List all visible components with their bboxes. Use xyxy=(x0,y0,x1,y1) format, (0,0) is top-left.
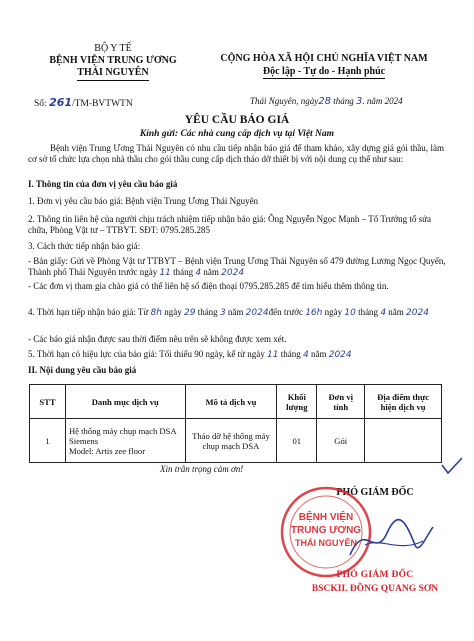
closing-line: Xin trân trọng cảm ơn! xyxy=(160,464,244,474)
item3a-year-label: năm xyxy=(203,267,219,278)
item4-month-label1: tháng xyxy=(197,307,218,317)
section1-item4-note: - Các báo giá nhận được sau thời điểm nêu trên sẽ không được xem xét. xyxy=(28,334,287,344)
title-stamp: PHÓ GIÁM ĐỐC xyxy=(336,570,414,580)
cell-description: Tháo dỡ hệ thống máy chụp mạch DSA xyxy=(185,419,277,463)
section1-item1: 1. Đơn vị yêu cầu báo giá: Bệnh viện Trung Ương Thái Nguyên xyxy=(28,196,259,206)
item4-until-label: đến trước xyxy=(268,307,303,317)
service-line3: Model: Artis zee floor xyxy=(68,445,146,456)
issuer-block xyxy=(28,43,198,81)
col-header-service: Danh mục dịch vụ xyxy=(65,385,185,419)
item4-from-label: 4. Thời hạn tiếp nhận báo giá: Từ xyxy=(28,307,149,317)
item3a-text: - Bản giấy: Gửi về Phòng Vật tư TTBYT – Bệnh viện Trung Ương Thái Nguyên số 479 đường Lương Ngọc Quyến, Thành phố Thái Nguyên trước ngày xyxy=(28,256,446,278)
signer-name: BSCKII. ĐỒNG QUANG SƠN xyxy=(311,584,439,594)
cell-unit: Gói xyxy=(317,419,365,463)
item4-month2: 4 xyxy=(380,308,387,318)
doc-no-handwritten: 261 xyxy=(49,96,73,109)
cell-stt: 1 xyxy=(30,419,66,463)
hospital-name-line2: THÁI NGUYÊN xyxy=(77,67,148,81)
section1-item5 xyxy=(28,349,444,361)
section1-item3a xyxy=(28,256,448,280)
section1-heading: I. Thông tin của đơn vị yêu cầu báo giá xyxy=(28,179,178,189)
date-month: 3 xyxy=(356,96,363,107)
item5-year-label: năm xyxy=(310,349,327,359)
hospital-name-line1: BỆNH VIỆN TRUNG ƯƠNG xyxy=(49,55,177,66)
item4-year-label2: năm xyxy=(388,307,404,317)
section1-item3b: - Các đơn vị tham gia chào giá có thể liên hệ số điện thoại 0795.285.285 để tìm hiểu thêm thông tin. xyxy=(28,281,389,291)
section2-heading: II. Nội dung yêu cầu báo giá xyxy=(28,365,137,375)
doc-no-suffix: /TM-BVTWTN xyxy=(72,99,133,109)
doc-no-prefix: Số: xyxy=(34,99,47,109)
item4-time2: 16h xyxy=(305,308,323,318)
svg-text:BỆNH VIỆN: BỆNH VIỆN xyxy=(298,512,354,523)
item4-day-label1: ngày xyxy=(164,307,182,317)
date-line xyxy=(250,96,450,107)
checkmark-icon xyxy=(440,455,464,477)
national-motto: Độc lập - Tự do - Hạnh phúc xyxy=(262,66,386,77)
document-number xyxy=(34,96,133,109)
item4-day1: 29 xyxy=(183,308,196,318)
item5-text: 5. Thời hạn có hiệu lực của báo giá: Tối thiểu 90 ngày, kể từ ngày xyxy=(28,349,265,359)
item4-month1: 3 xyxy=(219,308,226,318)
date-month-label: tháng xyxy=(333,96,354,106)
col-header-quantity: Khối lượng xyxy=(277,385,317,419)
date-place: Thái Nguyên, ngày xyxy=(250,96,319,106)
item5-month-label: tháng xyxy=(280,349,301,359)
svg-text:THÁI NGUYÊN: THÁI NGUYÊN xyxy=(294,538,358,548)
date-year: . năm 2024 xyxy=(362,96,403,106)
date-day: 28 xyxy=(318,96,331,107)
service-line2: Siemens xyxy=(68,435,99,446)
col-header-unit: Đơn vị tính xyxy=(317,385,365,419)
intro-paragraph: Bệnh viện Trung Ương Thái Nguyên có nhu cầu tiếp nhận báo giá để tham khảo, xây dựng giá gói thầu, làm cơ sở tổ chức lựa chọn nhà thầu cho gói thầu cung cấp dịch tháo dỡ thiết bị với nội dung cụ thể như sau: xyxy=(28,143,444,165)
handwritten-signature xyxy=(345,515,435,565)
item3a-month: 4 xyxy=(195,268,202,279)
cell-service xyxy=(65,419,185,463)
ministry-name: BỘ Y TẾ xyxy=(94,43,132,54)
item3a-year: 2024 xyxy=(221,268,245,279)
item5-day: 11 xyxy=(267,350,279,360)
nation-name: CỘNG HÒA XÃ HỘI CHỦ NGHĨA VIỆT NAM xyxy=(220,53,428,64)
section1-item4 xyxy=(28,307,448,319)
section1-item2: 2. Thông tin liên hệ của người chịu trách nhiệm tiếp nhận báo giá: Ông Nguyễn Ngọc Mạnh – Tổ Trưởng tổ sửa chữa, Phòng Vật tư – TTBYT. SĐT: 0795.285.285 xyxy=(28,214,432,236)
cell-location xyxy=(365,419,442,463)
recipient-line: Kính gửi: Các nhà cung cấp dịch vụ tại Việt Nam xyxy=(139,129,335,139)
item3a-month-label: tháng xyxy=(173,267,194,278)
item4-month-label2: tháng xyxy=(358,307,379,317)
item5-year: 2024 xyxy=(328,350,352,360)
service-line1: Hệ thống máy chụp mạch DSA xyxy=(68,425,177,436)
national-header xyxy=(200,52,448,79)
item3a-day: 11 xyxy=(159,268,171,279)
section1-item3: 3. Cách thức tiếp nhận báo giá: xyxy=(28,241,141,251)
document-title: YÊU CẦU BÁO GIÁ xyxy=(184,114,290,126)
table-row xyxy=(30,419,442,463)
col-header-location: Địa điểm thực hiện dịch vụ xyxy=(365,385,442,419)
service-table xyxy=(29,384,442,463)
item4-year1: 2024 xyxy=(245,308,269,318)
item4-time1: 8h xyxy=(150,308,162,318)
svg-text:TRUNG ƯƠNG: TRUNG ƯƠNG xyxy=(290,525,362,536)
item4-day-label2: ngày xyxy=(324,307,343,317)
item4-day2: 10 xyxy=(344,308,356,318)
signer-role: PHÓ GIÁM ĐỐC xyxy=(336,487,414,498)
table-header-row xyxy=(30,385,442,419)
cell-quantity: 01 xyxy=(277,419,317,463)
item4-year2: 2024 xyxy=(406,308,429,318)
item4-year-label1: năm xyxy=(227,307,244,317)
col-header-description: Mô tả dịch vụ xyxy=(185,385,277,419)
item5-month: 4 xyxy=(303,350,309,360)
col-header-stt: STT xyxy=(30,385,66,419)
